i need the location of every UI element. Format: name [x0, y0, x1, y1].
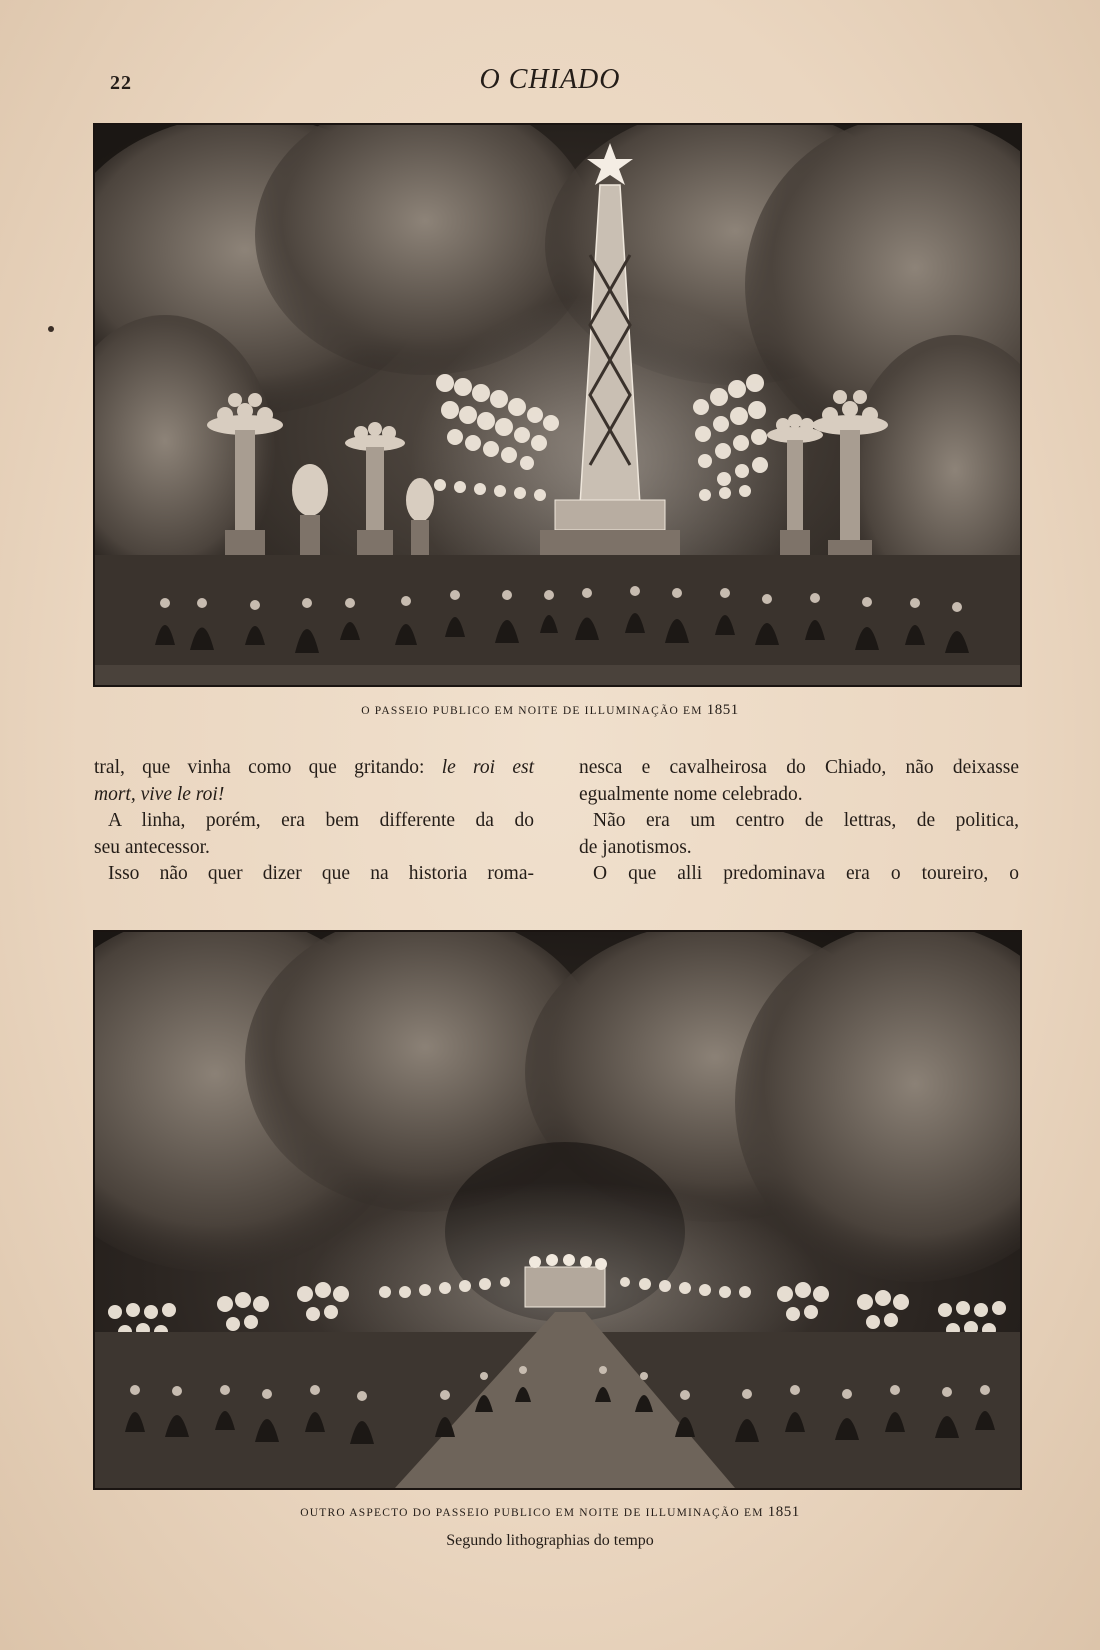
right-line-2: egualmente nome celebrado. [579, 783, 803, 805]
figure-2-source-note: Segundo lithographias do tempo [446, 1532, 654, 1549]
lithograph-1-illustration [95, 125, 1020, 685]
figure-2-caption-year: 1851 [767, 1504, 800, 1520]
lithograph-plate-1 [93, 123, 1022, 687]
left-line-5: Isso não quer dizer que na historia roma- [108, 863, 534, 884]
lithograph-plate-2 [93, 930, 1022, 1490]
figure-2-caption-text: OUTRO ASPECTO DO PASSEIO PUBLICO EM NOITE DE ILLUMINAÇÃO EM [300, 1507, 764, 1519]
figure-1-caption [0, 702, 1100, 719]
figure-2-caption [0, 1504, 1100, 1521]
figure-1-caption-year: 1851 [706, 702, 739, 718]
left-line-4: seu antecessor. [94, 836, 210, 858]
lithograph-2-illustration [95, 932, 1020, 1488]
left-line-2: mort, vive le roi! [94, 783, 225, 805]
right-line-4: de janotismos. [579, 836, 692, 858]
left-line-3: A linha, porém, era bem differente da do [108, 810, 534, 831]
figure-1-caption-text: O PASSEIO PUBLICO EM NOITE DE ILLUMINAÇÃO EM [361, 705, 703, 717]
page-number: 22 [110, 72, 132, 94]
text-column-left [94, 755, 534, 888]
right-line-3: Não era um centro de lettras, de politica, [593, 810, 1019, 831]
running-title: O CHIADO [479, 64, 621, 95]
right-line-1: nesca e cavalheirosa do Chiado, não deixasse [579, 757, 1019, 778]
left-line-1b: le roi est [441, 757, 534, 778]
text-column-right [579, 755, 1019, 888]
ink-speck [48, 326, 54, 332]
right-line-5: O que alli predominava era o toureiro, o [593, 863, 1019, 884]
left-line-1a: tral, que vinha como que gritando: [94, 757, 442, 778]
